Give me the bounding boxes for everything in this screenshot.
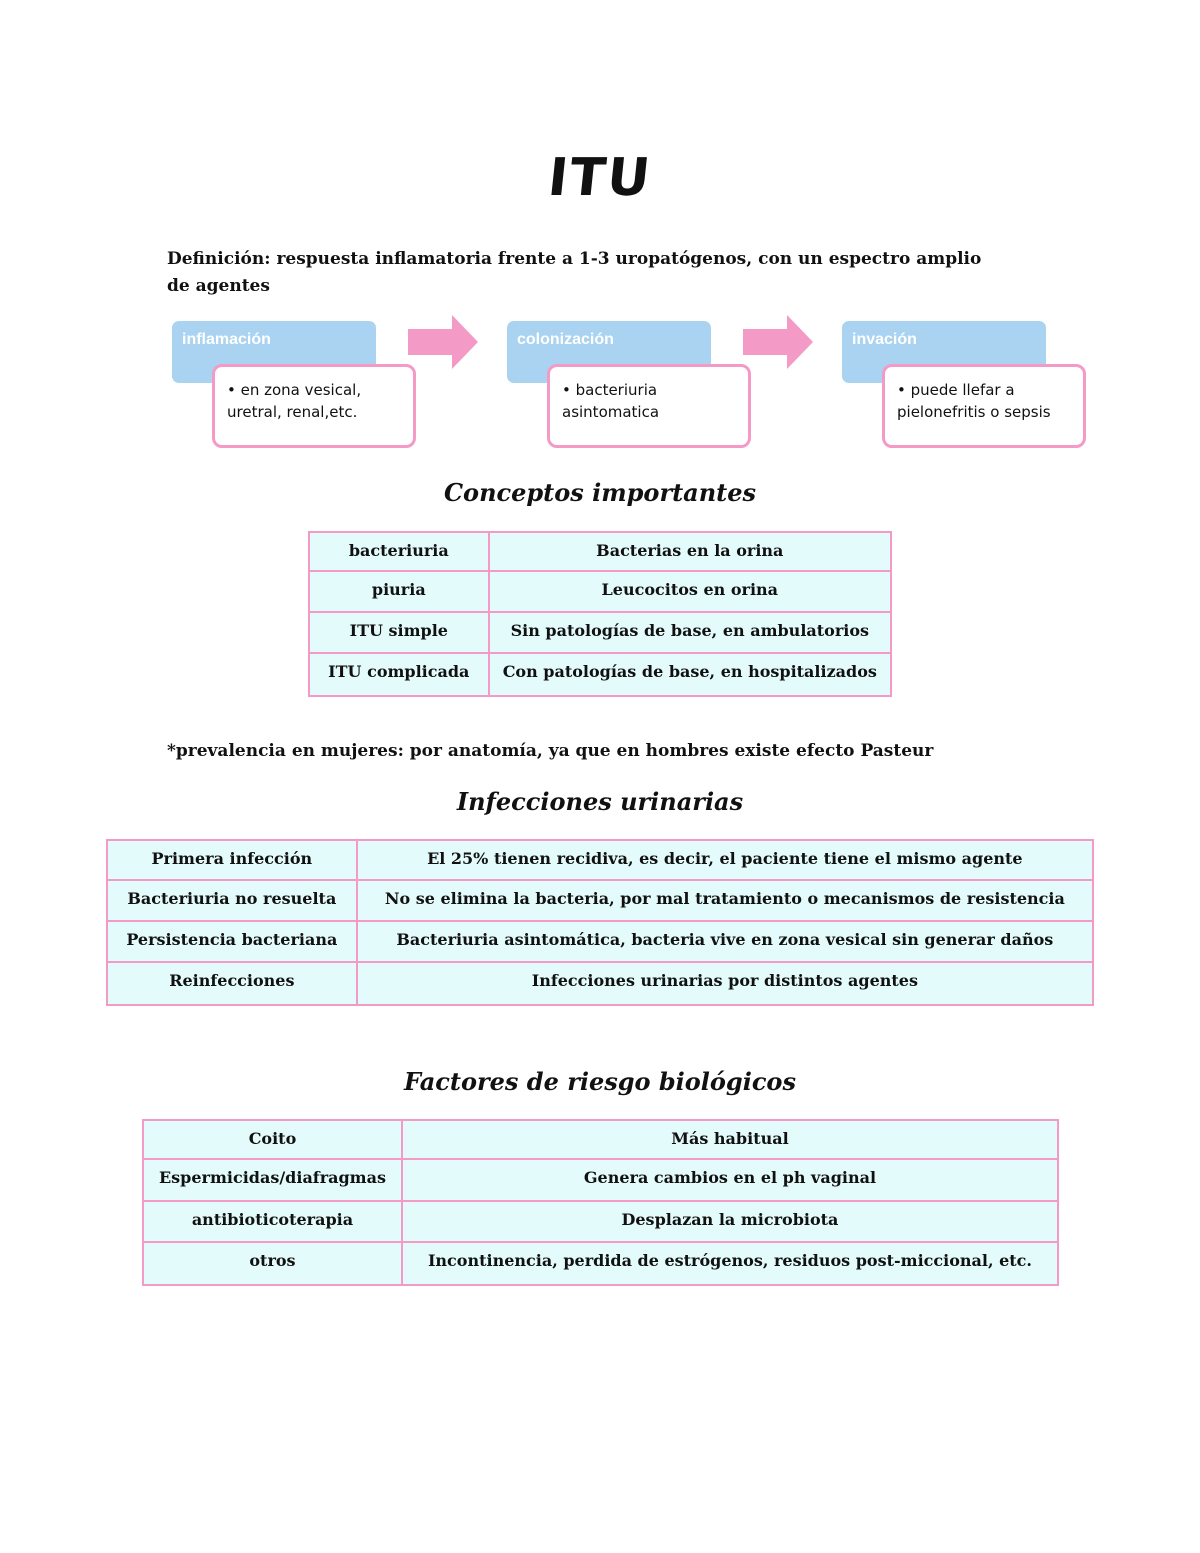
definition-cell: No se elimina la bacteria, por mal tratamiento o mecanismos de resistencia [357, 880, 1093, 921]
arrow-right-icon [408, 315, 478, 369]
stage-label: colonización [517, 331, 614, 348]
term-cell: Bacteriuria no resuelta [107, 880, 357, 921]
table-row [309, 653, 891, 696]
stage-invacion-detail [882, 364, 1086, 448]
section-title-conceptos: Conceptos importantes [443, 478, 757, 507]
definition-cell: Infecciones urinarias por distintos agentes [357, 962, 1093, 1005]
definition-cell: Desplazan la microbiota [402, 1201, 1058, 1242]
term-cell: bacteriuria [309, 532, 489, 571]
stage-detail-text: • puede llefar a pielonefritis o sepsis [897, 381, 1051, 421]
stage-detail-text: • en zona vesical, uretral, renal,etc. [227, 381, 362, 421]
stage-detail-text: • bacteriuria asintomatica [562, 381, 660, 421]
term-cell: Persistencia bacteriana [107, 921, 357, 962]
term-cell: ITU simple [309, 612, 489, 653]
term-cell: Espermicidas/diafragmas [143, 1159, 402, 1201]
table-row [143, 1242, 1058, 1285]
definition-cell: Bacterias en la orina [489, 532, 891, 571]
definition-cell: El 25% tienen recidiva, es decir, el paciente tiene el mismo agente [357, 840, 1093, 880]
table-row [143, 1120, 1058, 1159]
term-cell: otros [143, 1242, 402, 1285]
stage-label: inflamación [182, 331, 271, 348]
term-cell: Reinfecciones [107, 962, 357, 1005]
prevalence-note: *prevalencia en mujeres: por anatomía, ya que en hombres existe efecto Pasteur [167, 741, 934, 761]
conceptos-table [308, 531, 892, 697]
section-title-infecciones: Infecciones urinarias [456, 787, 744, 816]
term-cell: ITU complicada [309, 653, 489, 696]
table-row [107, 921, 1093, 962]
factores-table [142, 1119, 1059, 1286]
stage-inflamacion-detail [212, 364, 416, 448]
term-cell: piuria [309, 571, 489, 612]
definition-text: Definición: respuesta inflamatoria frente a 1-3 uropatógenos, con un espectro amplio de agentes [167, 249, 982, 296]
definition-cell: Más habitual [402, 1120, 1058, 1159]
term-cell: Primera infección [107, 840, 357, 880]
arrow-right-icon [743, 315, 813, 369]
table-row [107, 962, 1093, 1005]
section-title-factores: Factores de riesgo biológicos [404, 1067, 796, 1096]
table-row [309, 571, 891, 612]
definition-cell: Bacteriuria asintomática, bacteria vive en zona vesical sin generar daños [357, 921, 1093, 962]
definition-cell: Con patologías de base, en hospitalizados [489, 653, 891, 696]
table-row [107, 880, 1093, 921]
definition-cell: Genera cambios en el ph vaginal [402, 1159, 1058, 1201]
table-row [143, 1159, 1058, 1201]
definition-cell: Leucocitos en orina [489, 571, 891, 612]
table-row [309, 612, 891, 653]
term-cell: Coito [143, 1120, 402, 1159]
stage-colonizacion-detail [547, 364, 751, 448]
definition-cell: Sin patologías de base, en ambulatorios [489, 612, 891, 653]
table-row [107, 840, 1093, 880]
table-row [309, 532, 891, 571]
term-cell: antibioticoterapia [143, 1201, 402, 1242]
definition-cell: Incontinencia, perdida de estrógenos, residuos post-miccional, etc. [402, 1242, 1058, 1285]
stage-label: invación [852, 331, 917, 348]
page-title: ITU [545, 148, 655, 208]
infecciones-table [106, 839, 1094, 1006]
table-row [143, 1201, 1058, 1242]
